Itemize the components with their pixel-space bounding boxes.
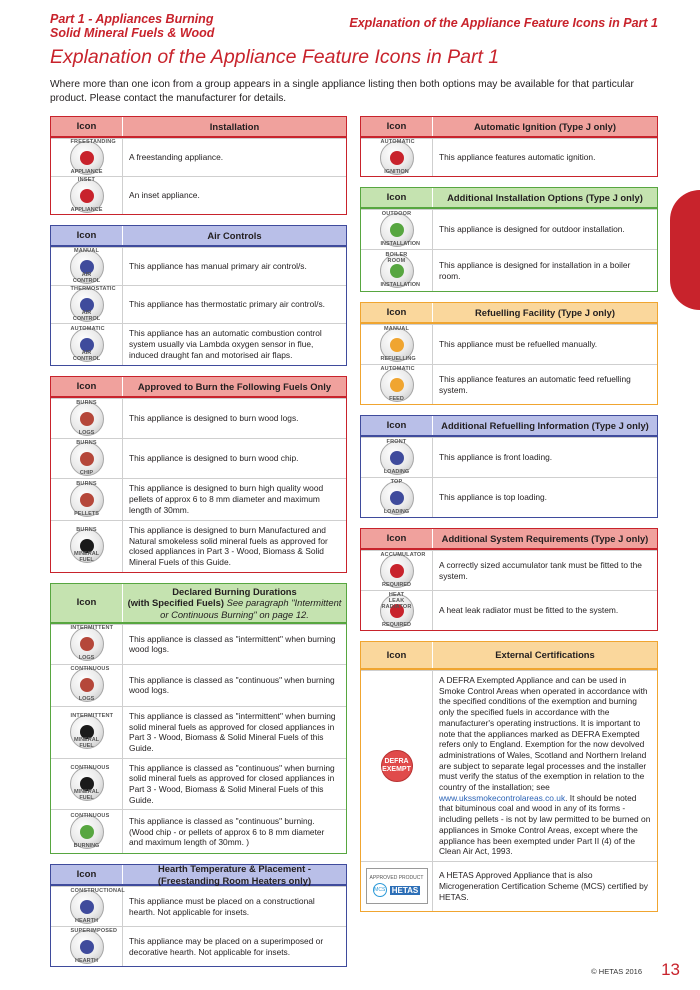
row-description: This appliance is designed to burn wood logs.	[129, 413, 299, 424]
row-description: This appliance must be placed on a constructional hearth. Not applicable for insets.	[129, 896, 315, 917]
burns-logs-icon	[70, 399, 104, 436]
row-description: This appliance is classed as "intermittent" when burning wood logs.	[129, 633, 336, 655]
icon-label-top: CONTINUOUS	[70, 765, 110, 772]
table-row	[361, 324, 657, 364]
header-line-2: Solid Mineral Fuels & Wood	[50, 26, 215, 40]
table-row	[361, 477, 657, 517]
table-row	[51, 398, 346, 438]
row-description: A freestanding appliance.	[129, 152, 224, 163]
row-description: This appliance must be refuelled manually.	[439, 339, 598, 350]
icon-column-header: Icon	[361, 303, 433, 322]
inset-icon	[70, 176, 104, 213]
icon-label-bottom: MINERAL FUEL	[73, 551, 100, 564]
icon-label-bottom: CHIP	[79, 469, 94, 476]
icon-label-top: ACCUMULATOR	[380, 551, 426, 558]
table-header	[361, 303, 657, 324]
outdoor-installation-icon	[380, 210, 421, 247]
approved-fuels-table	[50, 376, 347, 573]
icon-label-top: INTERMITTENT	[70, 625, 114, 632]
icon-label-bottom: HEARTH	[75, 917, 98, 924]
automatic-feed-icon	[380, 365, 415, 402]
thermostatic-air-control-icon	[70, 285, 116, 322]
icon-label-bottom: INSTALLATION	[380, 281, 421, 288]
table-row	[361, 364, 657, 404]
hearth-table	[50, 864, 347, 967]
manual-air-control-icon	[70, 247, 104, 284]
icon-label-bottom: LOADING	[383, 508, 410, 515]
icon-label-bottom: LOGS	[78, 429, 95, 436]
row-description: This appliance has manual primary air control/s.	[129, 261, 307, 272]
installation-table	[50, 116, 347, 215]
external-certifications-table	[360, 641, 658, 912]
right-column	[360, 116, 658, 912]
table-title: Automatic Ignition (Type J only)	[473, 120, 616, 132]
table-title: Refuelling Facility (Type J only)	[475, 306, 615, 318]
table-row	[361, 590, 657, 630]
icon-column-header: Icon	[361, 188, 433, 207]
table-row	[51, 520, 346, 572]
icon-label-top: TOP	[390, 478, 403, 485]
row-description: This appliance is front loading.	[439, 452, 553, 463]
defra-description: A DEFRA Exempted Appliance and can be used in Smoke Control Areas when operated in accordance with the specified conditions of the exemption and burning only the specified fuels in accordance with the manufacturer's operating instructions. It is important to note that the appliances marked as DEFRA Exempted refers only to England. Exemption for the now devolved administrations of Wales, Scotland and Northern Ireland are subject to separate legal processes and the installer must verify the status of the exemption in relation to the country of the installation; see	[439, 675, 648, 793]
icon-label-top: BURNS	[76, 399, 97, 406]
icon-label-top: CONTINUOUS	[70, 666, 110, 673]
icon-label-bottom: IGNITION	[384, 168, 409, 175]
icon-label-bottom: APPLIANCE	[70, 206, 103, 213]
icon-label-bottom: PELLETS	[74, 510, 99, 517]
table-row	[51, 323, 346, 365]
table-row	[51, 285, 346, 323]
icon-label-top: INSET	[77, 176, 96, 183]
table-row	[51, 664, 346, 706]
row-description: This appliance is designed to burn Manufactured and Natural smokeless solid mineral fuels as approved for closed appliances in Part 3 - Wood, Biomass & Solid Mineral Fuels of this Guide.	[129, 525, 328, 568]
table-row	[361, 861, 657, 911]
row-description: This appliance has an automatic combustion control system usually via Lambda oxygen sensor in flue, induced draught fan and motorised air flaps.	[129, 328, 322, 360]
continuous-burning-icon	[70, 812, 110, 849]
manual-refuelling-icon	[380, 325, 416, 362]
table-title: Additional Refuelling Information (Type J only)	[441, 419, 649, 431]
table-row	[361, 138, 657, 176]
table-header	[51, 117, 346, 138]
row-description: A heat leak radiator must be fitted to the system.	[439, 605, 619, 616]
table-row	[361, 670, 657, 861]
icon-column-header: Icon	[361, 416, 433, 435]
automatic-ignition-table	[360, 116, 658, 177]
intermittent-mineral-fuel-icon	[70, 713, 114, 750]
heat-leak-radiator-icon	[380, 591, 414, 628]
icon-label-top: BURNS	[76, 439, 97, 446]
running-header-left	[50, 12, 214, 40]
icon-label-bottom: REQUIRED	[381, 581, 412, 588]
icon-label-bottom: AIR CONTROL	[72, 349, 101, 362]
row-description: This appliance is classed as "continuous" when burning wood logs.	[129, 674, 335, 696]
table-title: Air Controls	[207, 229, 262, 241]
icon-label-bottom: FEED	[389, 395, 404, 402]
hetas-logo: HETAS	[391, 885, 419, 895]
icon-label-top: CONTINUOUS	[70, 812, 110, 819]
table-row	[51, 926, 346, 966]
additional-refuelling-table	[360, 415, 658, 518]
icon-label-bottom: REFUELLING	[380, 355, 416, 362]
icon-label-top: FREESTANDING	[70, 138, 116, 145]
table-header	[361, 117, 657, 138]
row-description: This appliance is designed for installation in a boiler room.	[439, 259, 631, 281]
automatic-ignition-icon	[380, 138, 415, 175]
running-header-right: Explanation of the Appliance Feature Icons in Part 1	[349, 16, 658, 30]
row-description: A correctly sized accumulator tank must be fitted to the system.	[439, 559, 642, 581]
table-row	[51, 247, 346, 285]
table-title: External Certifications	[495, 649, 595, 661]
hetas-description: A HETAS Approved Appliance that is also Microgeneration Certification Scheme (MCS) certified by HETAS.	[439, 870, 648, 902]
table-header	[51, 377, 346, 398]
table-row	[51, 624, 346, 664]
continuous-mineral-fuel-icon	[70, 765, 110, 802]
table-title-sub: (with Specified Fuels)	[127, 597, 224, 609]
burns-mineral-fuel-icon	[70, 529, 104, 563]
accumulator-required-icon	[380, 551, 426, 588]
row-description: This appliance is classed as "continuous" when burning solid mineral fuels as approved for closed appliances in Part 3 - Wood, Biomass & Solid Mineral Fuels of this Guide.	[129, 762, 335, 805]
table-row	[51, 478, 346, 520]
copyright: © HETAS 2016	[591, 967, 642, 976]
constructional-hearth-icon	[70, 887, 125, 924]
freestanding-icon	[70, 138, 116, 175]
air-controls-table	[50, 225, 347, 366]
table-title-note: See paragraph "Intermittent or Continuous Burning" on page 12.	[160, 597, 342, 620]
table-header	[51, 865, 346, 886]
row-description: This appliance is classed as "continuous" burning. (Wood chip - or pellets of approx 6 to 8 mm diameter and maximum length of 30mm. )	[129, 815, 325, 848]
additional-system-table	[360, 528, 658, 631]
icon-label-bottom: LOGS	[78, 655, 95, 662]
intermittent-logs-icon	[70, 625, 114, 662]
automatic-air-control-icon	[70, 325, 105, 362]
icon-label-top: AUTOMATIC	[70, 325, 105, 332]
table-row	[361, 249, 657, 291]
table-row	[51, 438, 346, 478]
icon-label-bottom: AIR CONTROL	[72, 309, 101, 322]
defra-description-continued: . It should be noted that bituminous coal and wood in any of its forms - including pellets - is not by law permitted to be burned on appliances in Smoke Control Areas, except where the appliance has been exempted under Part II (4) of the Clean Air Act, 1993.	[439, 792, 651, 857]
table-header	[361, 188, 657, 209]
table-header	[361, 416, 657, 437]
mcs-logo: MCS	[373, 883, 387, 897]
row-description: This appliance features automatic ignition.	[439, 152, 596, 163]
row-description: This appliance is top loading.	[439, 492, 548, 503]
row-description: This appliance is classed as "intermittent" when burning solid mineral fuels as approved for closed appliances in Part 3 - Wood, Biomass & Solid Mineral Fuels of this Guide.	[129, 710, 336, 753]
icon-label-top: MANUAL	[383, 325, 410, 332]
table-header	[361, 642, 657, 670]
icon-label-bottom: AIR CONTROL	[72, 271, 101, 284]
icon-label-top: CONSTRUCTIONAL	[70, 887, 125, 894]
icon-label-top: BURNS	[76, 480, 97, 487]
table-row	[51, 758, 346, 810]
table-title: Hearth Temperature & Placement - (Freestanding Room Heaters only)	[157, 863, 312, 886]
icon-label-top: AUTOMATIC	[380, 365, 415, 372]
icon-label-bottom: MINERAL FUEL	[73, 737, 100, 750]
page-title: Explanation of the Appliance Feature Icons in Part 1	[50, 46, 500, 68]
icon-column-header: Icon	[51, 584, 123, 622]
section-tab-marker	[670, 190, 700, 310]
icon-label-bottom: HEARTH	[75, 957, 98, 964]
icon-label-bottom: MINERAL FUEL	[73, 789, 100, 802]
left-column	[50, 116, 347, 967]
burning-durations-table	[50, 583, 347, 855]
defra-exempt-icon: DEFRA EXEMPT	[381, 750, 413, 782]
table-header	[51, 584, 346, 624]
hetas-approved-label: APPROVED PRODUCT	[369, 875, 424, 882]
top-loading-icon	[380, 478, 414, 515]
row-description: This appliance features an automatic feed refuelling system.	[439, 373, 631, 395]
table-title	[123, 584, 346, 622]
front-loading-icon	[380, 438, 414, 475]
icon-column-header: Icon	[51, 226, 123, 245]
table-row	[51, 138, 346, 176]
row-description: This appliance is designed to burn high quality wood pellets of approx 6 to 8 mm diameter and maximum length of 30mm.	[129, 483, 324, 515]
page-number: 13	[661, 960, 680, 979]
burns-pellets-icon	[70, 480, 104, 517]
table-title: Additional Installation Options (Type J only)	[447, 191, 643, 203]
header-line-1: Part 1 - Appliances Burning	[50, 12, 214, 26]
icon-column-header: Icon	[361, 642, 433, 668]
icon-column-header: Icon	[361, 529, 433, 548]
intro-paragraph: Where more than one icon from a group appears in a single appliance listing then both options may be available for that particular product. Please contact the manufacturer for details.	[50, 79, 634, 104]
icon-label-top: INTERMITTENT	[70, 713, 114, 720]
row-description: This appliance is designed to burn wood chip.	[129, 453, 299, 464]
table-row	[361, 437, 657, 477]
table-row	[51, 886, 346, 926]
row-description: An inset appliance.	[129, 190, 200, 201]
icon-column-header: Icon	[51, 117, 123, 136]
additional-installation-table	[360, 187, 658, 292]
table-header	[51, 226, 346, 247]
burns-chip-icon	[70, 439, 104, 476]
refuelling-facility-table	[360, 302, 658, 405]
table-row	[361, 209, 657, 249]
icon-label-top: AUTOMATIC	[380, 138, 415, 145]
hetas-approved-icon	[366, 868, 428, 904]
icon-label-top: OUTDOOR	[381, 210, 412, 217]
table-title-main: Declared Burning Durations	[172, 585, 297, 597]
row-description: This appliance has thermostatic primary air control/s.	[129, 299, 325, 310]
icon-column-header: Icon	[51, 377, 123, 396]
table-title: Approved to Burn the Following Fuels Only	[137, 380, 332, 392]
table-title: Installation	[209, 120, 260, 132]
icon-label-top: MANUAL	[73, 247, 100, 254]
icon-label-top: THERMOSTATIC	[70, 285, 116, 292]
table-header	[361, 529, 657, 550]
smoke-control-link[interactable]: www.ukssmokecontrolareas.co.uk	[439, 792, 566, 803]
icon-label-bottom: BURNING	[73, 842, 100, 849]
row-description: This appliance is designed for outdoor installation.	[439, 224, 625, 235]
icon-label-top: BURNS	[76, 527, 97, 534]
row-description: This appliance may be placed on a superimposed or decorative hearth. Not applicable for insets.	[129, 936, 324, 957]
superimposed-hearth-icon	[70, 927, 118, 964]
icon-label-bottom: LOADING	[383, 468, 410, 475]
icon-label-top: FRONT	[386, 438, 407, 445]
table-title: Additional System Requirements (Type J only)	[441, 532, 649, 544]
icon-label-bottom: INSTALLATION	[380, 240, 421, 247]
icon-label-bottom: LOGS	[78, 696, 95, 703]
icon-column-header: Icon	[51, 865, 123, 884]
icon-label-bottom: APPLIANCE	[70, 168, 103, 175]
boiler-room-installation-icon	[380, 251, 421, 288]
icon-column-header: Icon	[361, 117, 433, 136]
icon-label-bottom: REQUIRED	[381, 621, 412, 628]
table-row	[361, 550, 657, 590]
table-row	[51, 706, 346, 758]
continuous-logs-icon	[70, 666, 110, 703]
icon-label-top: HEAT LEAK RADIATOR	[381, 591, 412, 610]
table-row	[51, 809, 346, 853]
icon-label-top: BOILER ROOM	[385, 251, 408, 264]
table-row	[51, 176, 346, 214]
icon-label-top: SUPERIMPOSED	[70, 927, 118, 934]
